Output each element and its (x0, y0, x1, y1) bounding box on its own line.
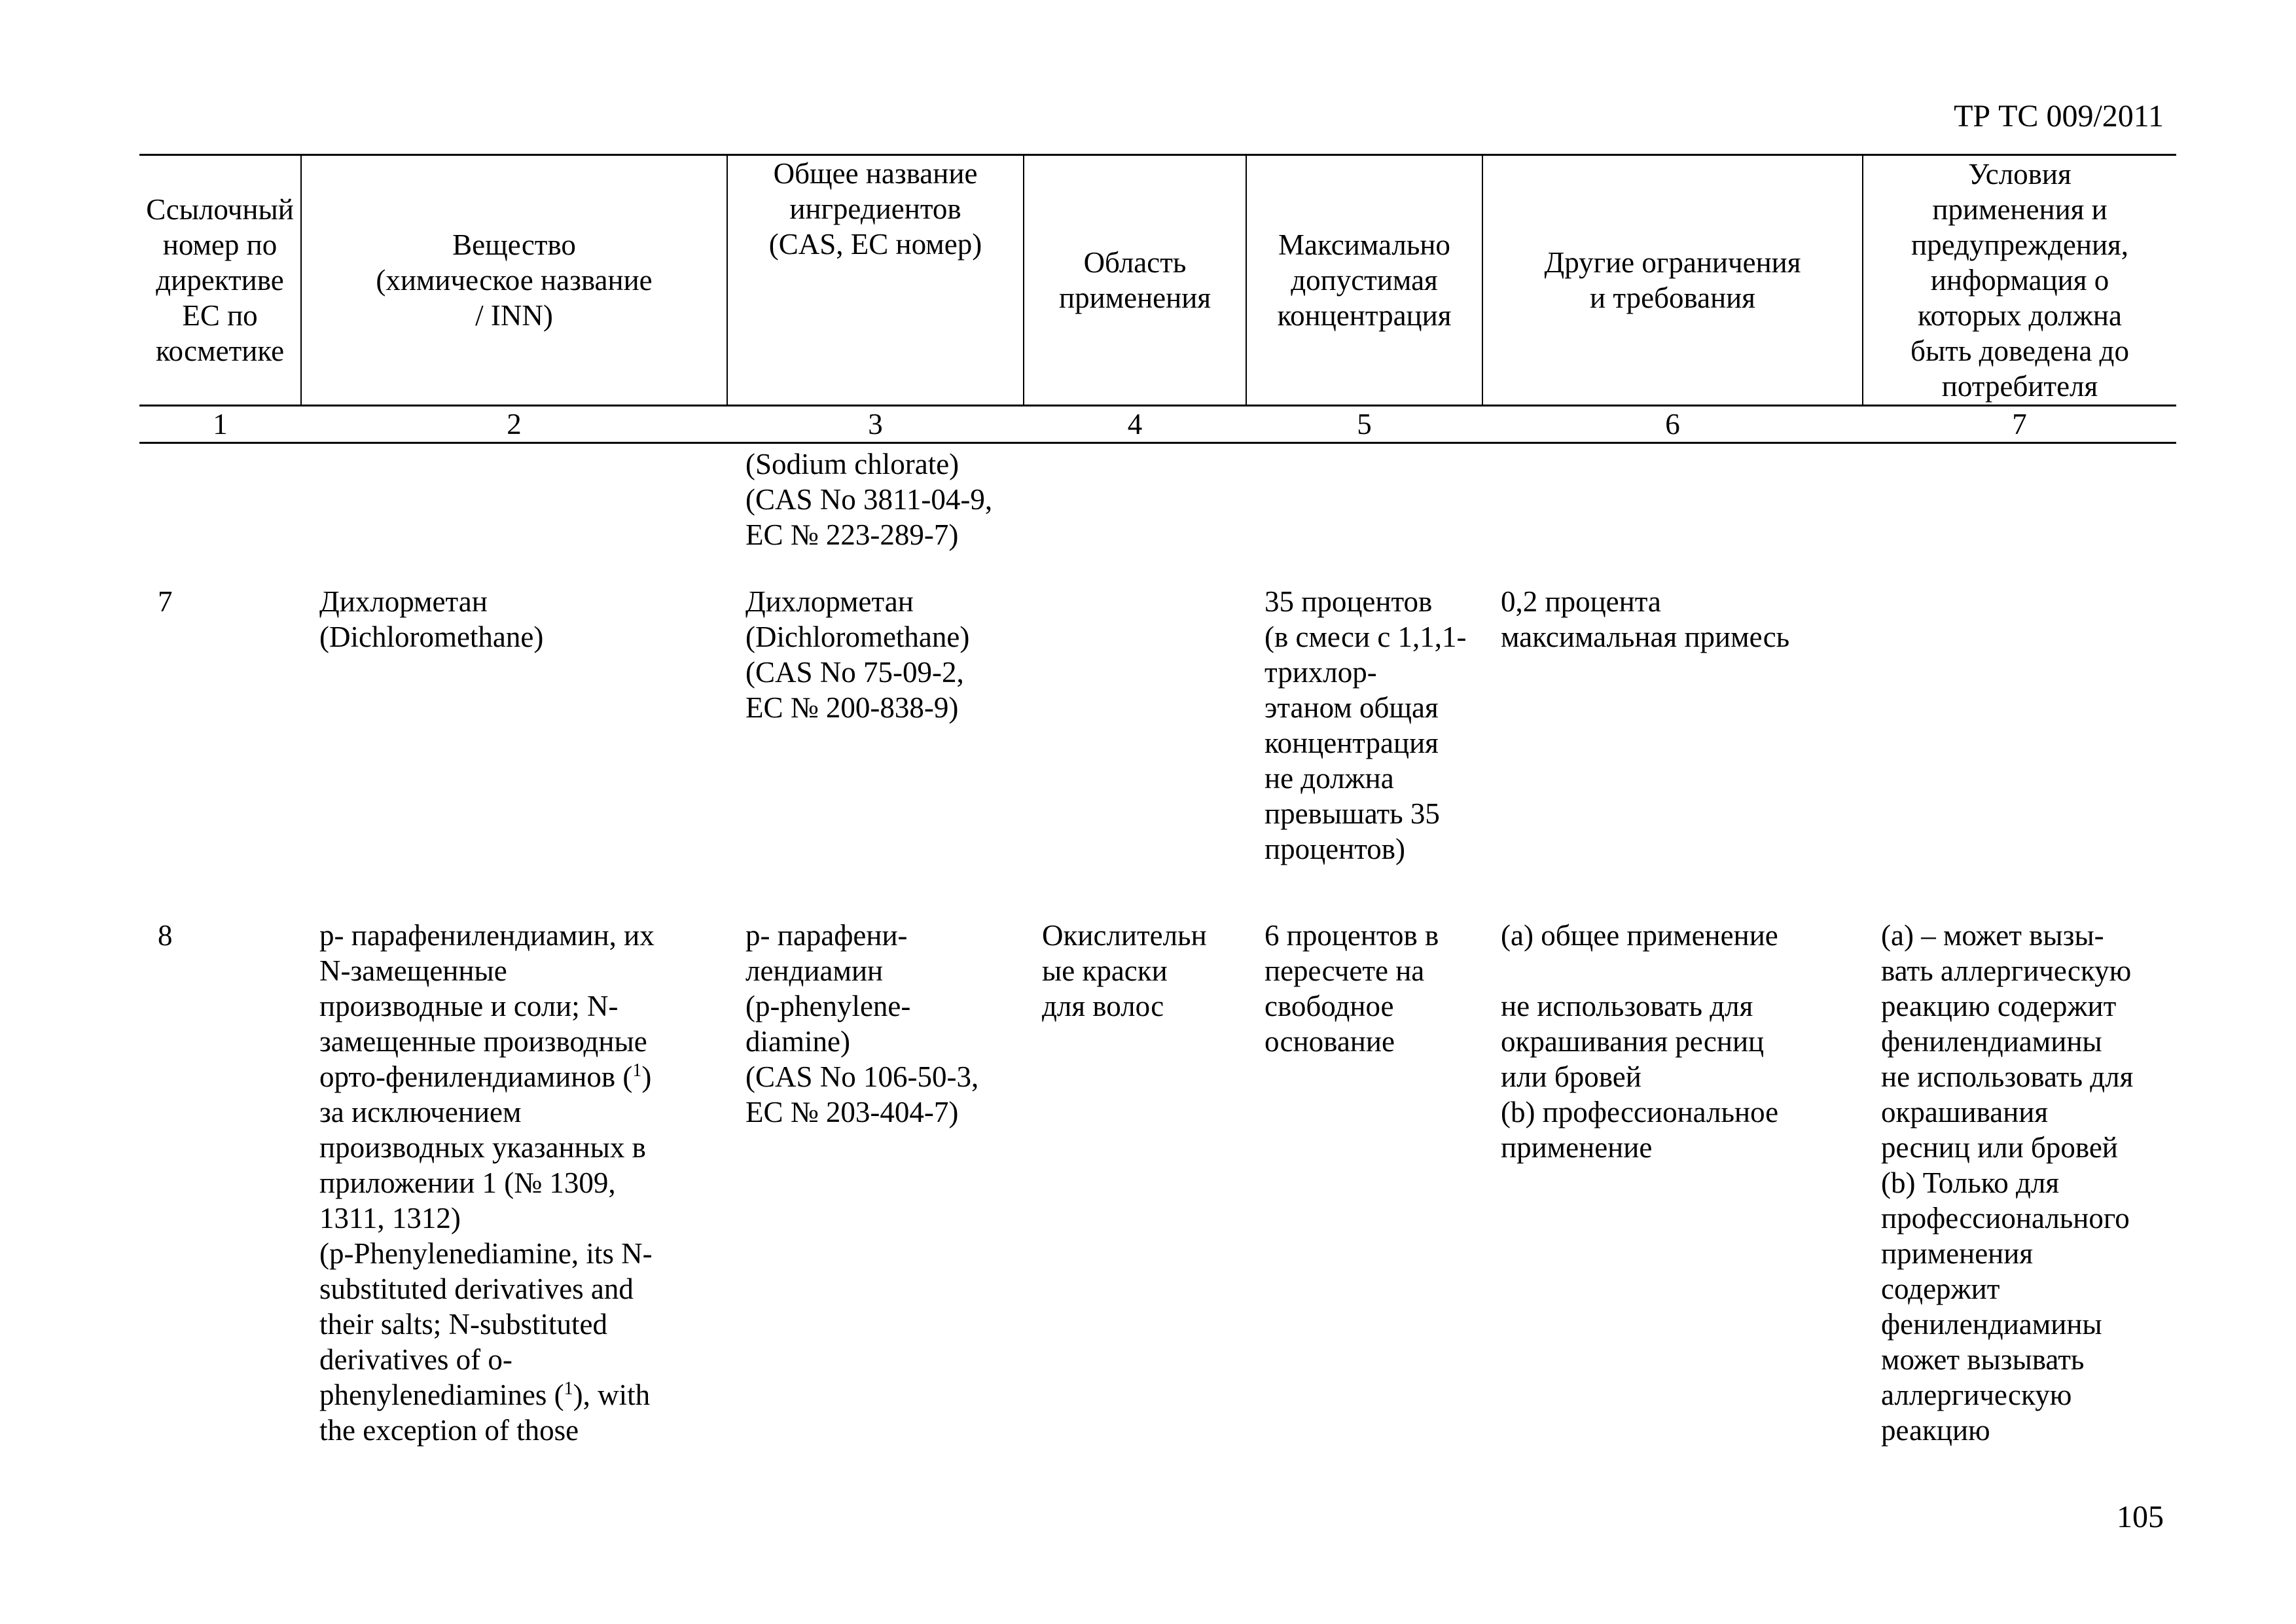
cell-area (1024, 443, 1246, 585)
substances-table-container (139, 154, 2176, 1448)
cell-substance (301, 443, 727, 585)
column-number: 6 (1482, 406, 1863, 443)
cell-ref: 8 (158, 919, 173, 952)
column-number: 1 (139, 406, 301, 443)
cell-ref: 7 (158, 585, 173, 618)
cell-other-restrictions: 0,2 процента максимальная примесь (1501, 585, 1790, 653)
page-number: 105 (2117, 1500, 2164, 1534)
cell-other-restrictions: (a) общее применение не использовать для окрашивания ресниц или бровей (b) профессиональное применение (1501, 919, 1779, 1164)
document-code: ТР ТС 009/2011 (1954, 99, 2164, 134)
table-row (139, 918, 2176, 1448)
footnote-marker: 1 (632, 1060, 642, 1081)
header-conditions: Условия применения и предупреждения, информация о которых должна быть доведена до потребителя (1863, 155, 2176, 406)
header-ref-number: Ссылочный номер по директиве ЕС по косметике (139, 155, 301, 406)
column-number: 4 (1024, 406, 1246, 443)
header-row (139, 155, 2176, 406)
substance-text-part: ), with the exception of those (319, 1379, 651, 1447)
cell-common-name: p- парафени- лендиамин (p-phenylene- diamine) (CAS No 106-50-3, ЕС № 203-404-7) (745, 919, 979, 1128)
column-number: 5 (1246, 406, 1482, 443)
header-common-name: Общее название ингредиентов (CAS, ЕС номер) (727, 155, 1024, 406)
header-max-concentration: Максимально допустимая концентрация (1246, 155, 1482, 406)
cell-conditions (1863, 584, 2176, 918)
cell-area: Окислительн ые краски для волос (1042, 919, 1207, 1022)
column-number: 7 (1863, 406, 2176, 443)
column-number: 2 (301, 406, 727, 443)
cell-max-concentration: 6 процентов в пересчете на свободное основание (1265, 919, 1439, 1058)
substance-text-part: ) за исключением производных указанных в приложении 1 (№ 1309, 1311, 1312) (p-Phenylenediamine, its N- substituted derivatives and their salts; N-substituted derivatives of o- phenylenediamines ( (319, 1060, 653, 1411)
header-substance: Вещество (химическое название / INN) (301, 155, 727, 406)
cell-common-name: Дихлорметан (Dichloromethane) (CAS No 75-09-2, ЕС № 200-838-9) (745, 585, 970, 724)
substances-table (139, 154, 2176, 1448)
cell-substance (301, 918, 727, 1448)
substance-text-part: p- парафенилендиамин, их N-замещенные производные и соли; N- замещенные производные орто-фенилендиаминов ( (319, 919, 655, 1093)
cell-common-name: (Sodium chlorate) (CAS No 3811-04-9, ЕС № 223-289-7) (745, 448, 993, 551)
column-number-row (139, 406, 2176, 443)
cell-substance: Дихлорметан (Dichloromethane) (319, 585, 544, 653)
table-row (139, 584, 2176, 918)
cell-other-restrictions (1482, 443, 1863, 585)
cell-conditions: (a) – может вызы- вать аллергическую реакцию содержит фенилендиамины не использовать для окрашивания ресниц или бровей (b) Только для профессионального применения содержит фенилендиамины может вызывать аллергическую реакцию (1881, 919, 2134, 1447)
cell-ref (139, 443, 301, 585)
cell-area (1024, 584, 1246, 918)
footnote-marker: 1 (564, 1379, 573, 1399)
cell-max-concentration: 35 процентов (в смеси с 1,1,1- трихлор- этаном общая концентрация не должна превышать 35 процентов) (1265, 585, 1467, 865)
table-row (139, 443, 2176, 585)
column-number: 3 (727, 406, 1024, 443)
cell-max-concentration (1246, 443, 1482, 585)
header-area: Область применения (1024, 155, 1246, 406)
header-other-restrictions: Другие ограничения и требования (1482, 155, 1863, 406)
cell-conditions (1863, 443, 2176, 585)
